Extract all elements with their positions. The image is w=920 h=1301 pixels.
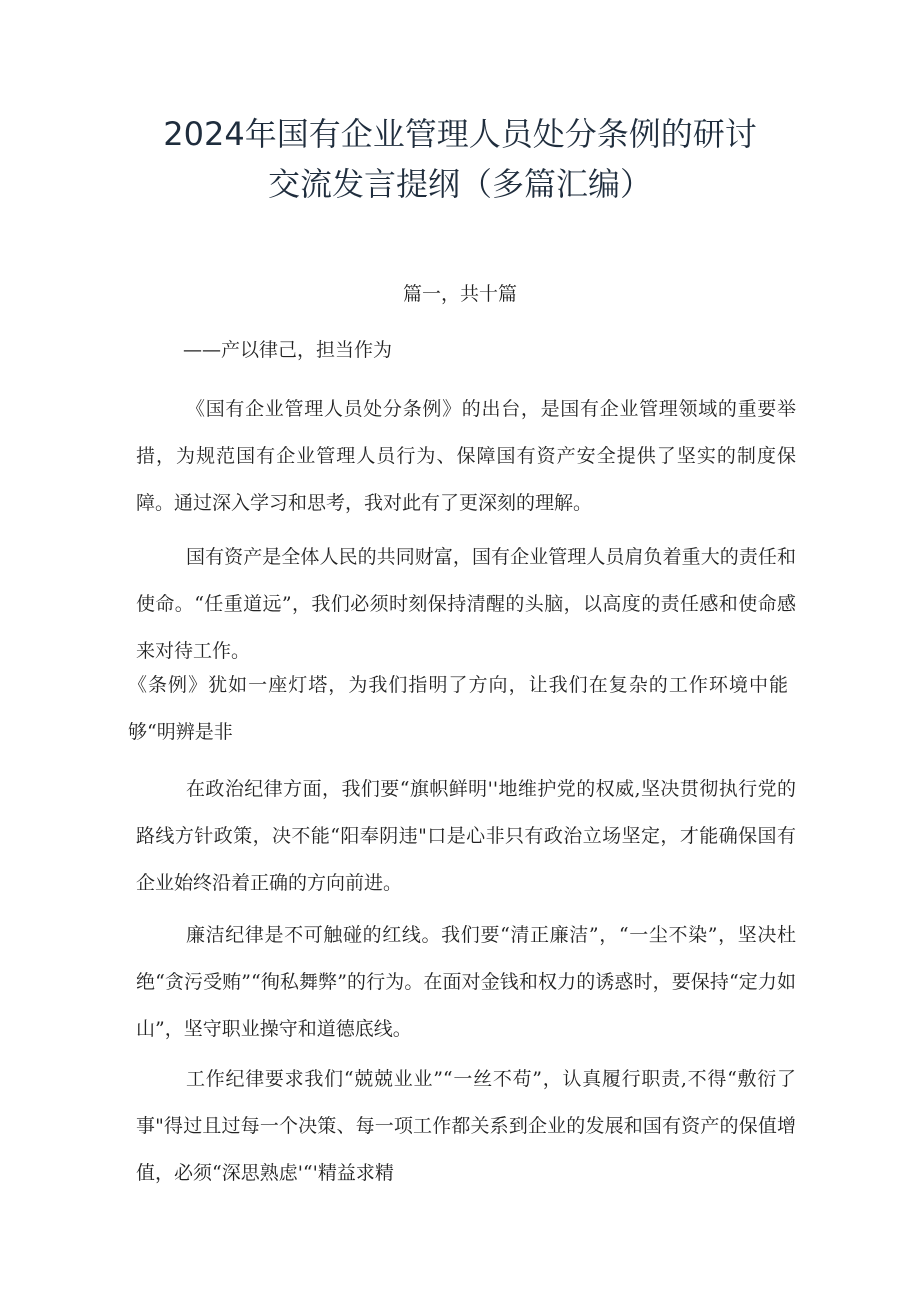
document-title-line-1: 2024年国有企业管理人员处分条例的研讨 xyxy=(163,115,757,153)
section-subtitle: ——产以律己，担当作为 xyxy=(183,339,393,361)
section-heading: 篇一，共十篇 xyxy=(402,283,517,305)
paragraph-2: 国有资产是全体人民的共同财富，国有企业管理人员肩负着重大的责任和使命。“任重道远”，我们必须时刻保持清醒的头脑，以高度的责任感和使命感来对待工作。 xyxy=(136,546,796,662)
paragraph-3: 《条例》犹如一座灯塔，为我们指明了方向，让我们在复杂的工作环境中能够“明辨是非 xyxy=(128,674,788,743)
paragraph-5: 廉洁纪律是不可触碰的红线。我们要“清正廉洁”，“一尘不染”，坚决杜绝“贪污受贿”“徇私舞弊”的行为。在面对金钱和权力的诱惑时，要保持“定力如山”，坚守职业操守和道德底线。 xyxy=(136,924,796,1040)
paragraph-6: 工作纪律要求我们“兢兢业业”“一丝不苟”，认真履行职责,不得“敷衍了事"得过且过每一个决策、每一项工作都关系到企业的发展和国有资产的保值增值，必须“深思熟虑'“'精益求精 xyxy=(136,1068,796,1184)
paragraph-4: 在政治纪律方面，我们要“旗帜鲜明''地维护党的权威,坚决贯彻执行党的路线方针政策，决不能“阳奉阴违"口是心非只有政治立场坚定，才能确保国有企业始终沿着正确的方向前进。 xyxy=(136,778,796,894)
paragraph-1: 《国有企业管理人员处分条例》的出台，是国有企业管理领域的重要举措，为规范国有企业管理人员行为、保障国有资产安全提供了坚实的制度保障。通过深入学习和思考，我对此有了更深刻的理解。 xyxy=(136,398,796,514)
document-title-line-2: 交流发言提纲（多篇汇编） xyxy=(267,165,652,203)
